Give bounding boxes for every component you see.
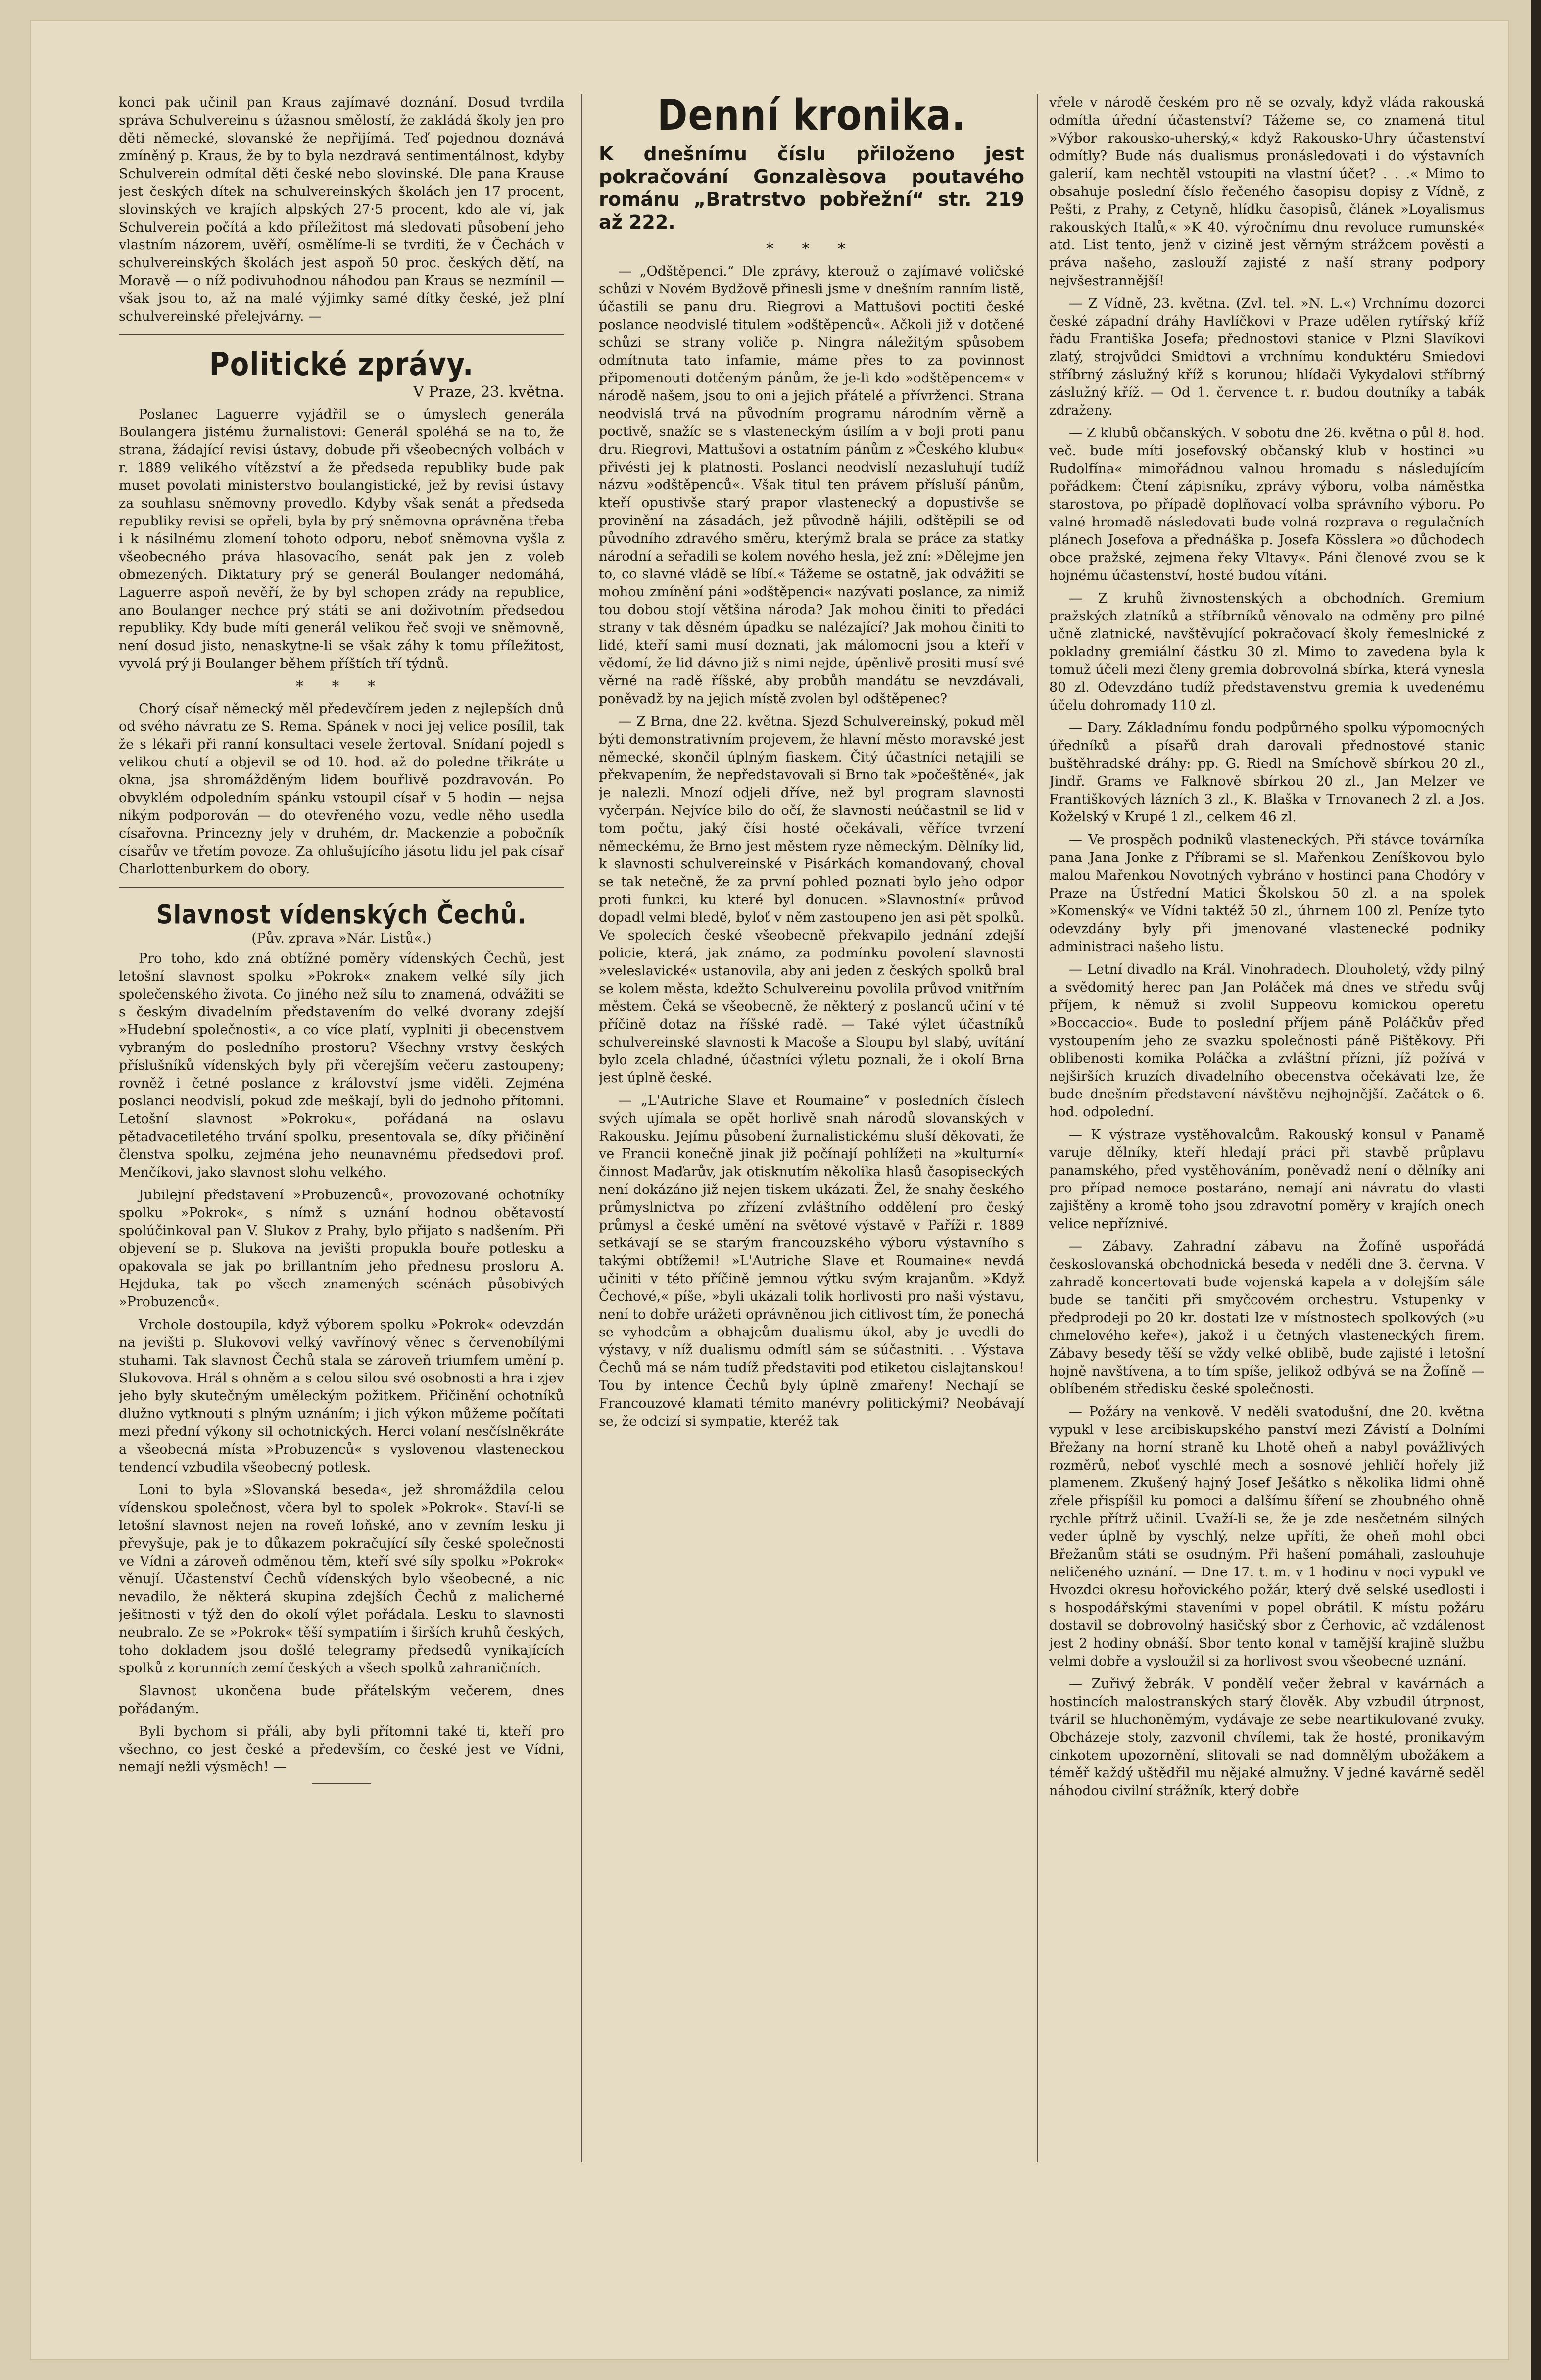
article-paragraph: — Letní divadlo na Král. Vinohradech. Dlouholetý, vždy pilný a svědomitý herec pan Jan Poláček má dnes ve středu svůj příjem, k němuž si zvolil Suppeovu komickou operetu »Boccaccio«. Bude to poslední příjem páně Poláčkův před vystoupením jeho ze svazku společnosti páně Pištěkovy. Při oblibenosti komika Poláčka a zvláštní přízni, jíž požívá v nejširších kruzích divadelního obecenstva očekávati lze, že bude dnešním představení návštěvu nejhojnější. Začátek o 6. hod. odpolední. xyxy=(1049,962,1485,1120)
article-continuation: konci pak učinil pan Kraus zajímavé doznání. Dosud tvrdila správa Schulvereinu s úžasnou smělostí, že zakládá školy jen pro děti německé, slovanské že nepřijímá. Teď pojednou doznává zmíněný p. Kraus, že by to byla nezdravá sentimentálnost, kdyby Schulverein odmítal děti české nebo slovinské. Dle pana Krause jest českých dítek na schulvereinských školách jen 17 procent, slovinských ve krajích alpských 27·5 procent, kdo ale ví, jak Schulverein počítá a kdo příležitost má sledovati působení jeho vlastním názorem, uvěří, osmělíme-li se tvrditi, že v Čechách v schulvereinských školách jest aspoň 50 proc. českých dětí, na Moravě — o níž podivuhodnou náhodou pan Kraus se nezmínil — však jsou to, až na malé výjimky samé dítky české, jež plní schulvereinské přelejvárny. — xyxy=(119,95,564,324)
article-paragraph: Pro toho, kdo zná obtížné poměry vídenských Čechů, jest letošní slavnost spolku »Pokrok« znakem velké síly jich společenského života. Co jiného než sílu to znamená, odvážiti se s českým divadelním představením do velké dvorany zdejší »Hudební společnosti«, a co více platí, vyplniti ji obecenstvem vybraným do posledního prostoru? Všechny vrstvy českých příslušníků vídenských byly při včerejším večeru zastoupeny; rovněž i četné poslance z království jsme viděli. Zejména poslanci neodvislí, pokud zde meškají, byli do jednoho přítomni. Letošní slavnost »Pokroku«, pořádaná na oslavu pětadvacetiletého trvání spolku, presentovala se, díky přičinění členstva spolku, zejména jeho neunavnému předsedovi prof. Menčíkovi, jako slavnost slohu velkého. xyxy=(119,951,564,1180)
column-middle xyxy=(599,94,1024,1435)
article-paragraph: — Požáry na venkově. V neděli svatodušní, dne 20. května vypukl v lese arcibiskupského panství mezi Závistí a Dolními Břežany na horní straně ku Lhotě oheň a nabyl povážlivých rozměrů, neboť vyschlé mech a sosnové jehličí hořely již plamenem. Zkušený hajný Josef Ješátko s několika lidmi ohně zřele přispíšil ku pomoci a dalšímu šíření se zhoubného ohně rychle přítrž učinil. Uvaží-li se, že je zde nesčetném silných veder úplně by vyschlý, nelze upříti, že oheň mohl obci Břežanům státi se osudným. Při hašení pomáhali, zaslouhuje neličeného uznání. — Dne 17. t. m. v 1 hodinu v noci vypukl ve Hvozdci okresu hořovického požár, který dvě selské usedlosti i s hospodářskými staveními v popel obrátil. K místu požáru dostavil se dobrovolný hasičský sbor z Čerhovic, ač vzdálenost jest 2 hodiny obnáší. Sbor tento konal v tamější krajině službu velmi dobře a vysloužil si za horlivost svou všeobecné uznání. xyxy=(1049,1404,1485,1669)
column-rule xyxy=(581,94,582,2162)
section-divider xyxy=(119,334,564,335)
article-paragraph: Loni to byla »Slovanská beseda«, jež shromáždila celou vídenskou společnost, včera byl to spolek »Pokrok«. Staví-li se letošní slavnost nejen na roveň loňské, ano v zevním lesku ji převyšuje, pak je to důkazem pokračující síly české společnosti ve Vídni a zároveň odměnou těm, kteří své síly spolku »Pokrok« věnují. Účastenství Čechů vídenských bylo všeobecné, a nic nevadilo, že některá skupina zdejších Čechů z malicherné ješitnosti v týž den do okolí výlet pořádala. Lesku to slavnosti neubralo. Ze se »Pokrok« těší sympatiím i širších kruhů českých, toho dokladem jsou došlé telegramy předsedů vynikajících spolků z korunních zemí českých a všech spolků zahraničních. xyxy=(119,1482,564,1676)
column-rule xyxy=(1037,94,1038,2162)
column-right xyxy=(1049,94,1485,1805)
article-paragraph: Chorý císař německý měl předevčírem jeden z nejlepších dnů od svého návratu ze S. Rema. Spánek v noci jej velice posílil, tak že s lékaři při ranní konsultaci vesele žertoval. Snídaní pojedl s velikou chutí a objevil se od 10. hod. až do poledne třikráte u okna, jsa shromážděným lidem bouřlivě pozdravován. Po obvyklém odpoledním spánku vstoupil císař v 5 hodin — nejsa nikým podporován — do otevřeného vozu, vedle něho usedla císařovna. Princezny jely v druhém, dr. Mackenzie a pobočník císařův ve třetím povoze. Za ohlušujícího jásotu lidu jel pak císař Charlottenburkem do obory. xyxy=(119,701,564,877)
separator-stars: * * * xyxy=(295,678,387,695)
article-paragraph: — Z kruhů živnostenských a obchodních. Gremium pražských zlatníků a stříbrníků věnovalo na odměny pro pilné učně zlatnické, navštěvující pokračovací školy řemeslnické z pokladny gremiální částku 30 zl. Mimo to zavedena byla k tomuž účeli mezi členy gremia dobrovolná sbírka, která vynesla 80 zl. Odevzdáno tudíž představenstvu gremia k uvedenému účelu dohromady 110 zl. xyxy=(1049,591,1485,713)
section-heading-denni-kronika: Denní kronika. xyxy=(657,94,966,140)
page-edge-shadow xyxy=(1531,0,1541,2380)
separator-stars: * * * xyxy=(766,240,858,258)
article-paragraph: — Z klubů občanských. V sobotu dne 26. května o půl 8. hod. več. bude míti josefovský občanský klub v hostinci »u Rudolfína« mimořádnou valnou hromadu s následujícím pořádkem: Čtení zápisníku, zprávy výboru, volba náměstka starostova, po případě doplňovací volba správního výboru. Po valné hromadě následovati bude volná rozprava o regulačních plánech Josefova a přednáška p. Josefa Kösslera »o důchodech obce pražské, zejmena řeky Vltavy«. Páni členové zvou se k hojnému účastenství, hosté budou vítáni. xyxy=(1049,426,1485,583)
article-paragraph: Slavnost ukončena bude přátelským večerem, dnes pořádaným. xyxy=(119,1683,564,1716)
column-left xyxy=(119,94,564,1791)
article-paragraph: — Zuřivý žebrák. V pondělí večer žebral v kavárnách a hostincích malostranských starý člověk. Aby vzbudil útrpnost, tváril se hluchoněmým, vydávaje ze sebe neartikulované zvuky. Obcházeje stoly, zazvonil chvílemi, tak že hosté, pronikavým cinkotem upozornění, slitovali se nad domnělým ubožákem a téměř každý uštědřil mu nějaké almužny. V jedné kavárně seděl náhodou civilní strážník, který dobře xyxy=(1049,1676,1485,1799)
section-heading-politicke: Politické zprávy. xyxy=(209,346,474,383)
article-paragraph: — „L'Autriche Slave et Roumaine“ v posledních číslech svých ujímala se opět horlivě snah národů slovanských v Rakousku. Jejímu působení žurnalistickému sluší děkovati, že ve Francii konečně jinak již počínají pohlížeti na »kulturní« činnost Maďarův, jak otisknutím několika hlasů časopiseckých není dokázáno již nejen tiskem ukázati. Žel, že snahy českého průmyslnictva po zřízení zvláštního oddělení pro český průmysl a české umění na světové výstavě v Paříži r. 1889 setkávají se se starým francouzského výboru výstavního s takými obtížemi! »L'Autriche Slave et Roumaine« nevdá učiniti v této příčině jemnou výtku svým krajanům. »Když Čechové,« píše, »byli ukázali tolik horlivosti pro naši výstavu, není to dobře urážeti oprávněnou jich citlivost tím, že ponechá se vyhodcům a obhajcům dualismu úkol, aby je uvedli do výstavy, v níž dualismu odmítl sám se súčastniti. . . Výstava Čechů má se nám tudíž představiti pod etiketou cislajtanskou! Tou by intence Čechů byly úplně zmařeny! Nechají se Francouzové klamati témito manévry politickými? Neobávají se, že odcizí si sympatie, kteréž tak xyxy=(599,1093,1024,1429)
article-paragraph: — Zábavy. Zahradní zábavu na Žofíně uspořádá českoslovanská obchodnická beseda v neděli dne 3. června. V zahradě koncertovati bude vojenská kapela a v dolejším sále bude se tančiti při smyčcovém orchestru. Vstupenky v předprodeji po 20 kr. dostati lze v místnostech spolkových (»u chmelového keře«), jakož i u četných vlasteneckých firem. Zábavy besedy těší se vždy velké oblibě, bude zajisté i letošní hojně navštívena, a to tím spíše, jelikož odbývá se na Žofíně — oblíbeném středisku české společnosti. xyxy=(1049,1239,1485,1397)
article-paragraph: — „Odštěpenci.“ Dle zprávy, kterouž o zajímavé voličské schůzi v Novém Bydžově přinesli jsme v dnešním ranním listě, účastili se panu dru. Riegrovi a Mattušovi poctiti české poslance neodvislé titulem »odštěpenců«. Ačkoli již v dotčené schůzi se strany voliče p. Ningra náležitým spůsobem odmítnuta tato infamie, máme přes to za povinnost připomenouti dotčeným pánům, že je-li kdo »odštěpencem« v národě našem, jsou to oni a jejich přátelé a přívrženci. Strana neodvislá trvá na původním programu národním věrně a poctivě, snažíc se s vlasteneckým úsilím a v boji proti panu dru. Riegrovi, Mattušovi a ostatním pánům z »Českého klubu« přivésti jej k platnosti. Poslanci neodvislí nezasluhují tudíž názvu »odštěpenců«. Však titul ten právem přísluší pánům, kteří opustivše starý prapor vlastenecký a dopustivše se provinění na zásadách, jež původně hájili, odštěpili se od původního zdravého směru, kterýmž brala se práce za statky národní a seřadili se kolem nového hesla, jež zní: »Dělejme jen to, co slavné vládě se líbí.« Tážeme se ostatně, jak odvážiti se mohou zmínění páni »odštěpenci« nazývati poslance, za nimiž tou dobou stojí většina národa? Jak mohou činiti to předáci strany v tak děsném úpadku se nalézající? Jak mohou činiti to lidé, kteří sami musí doznati, jak málomocni jsou a kteří v vědomí, že lid dávno již s nimi nejde, úpěnlivě prositi musí své věrné na radě říšské, aby probůh mandátu se nevzdávali, poněvadž by na jejich místě zvolen byl odštěpenec? xyxy=(599,264,1024,707)
article-paragraph: — Z Brna, dne 22. května. Sjezd Schulvereinský, pokud měl býti demonstrativním projevem, že hlavní město moravské jest německé, skončil úplným fiaskem. Čitý účastníci netajili se překvapením, že nepředstavovali si Brno tak »počeštěné«, jak je nalezli. Mnozí odjeli dříve, než byl program slavnosti vyčerpán. Nejvíce bilo do očí, že slavnosti neúčastnil se lid v tom počtu, jaký čísi hosté očekávali, věříce tvrzení německému, že Brno jest městem ryze německým. Dělníky lid, k slavnosti schulvereinské v Pisárkách komandovaný, choval se tak netečně, že za první pohled poznati bylo jeho odpor proti funkci, ku které byl donucen. »Slavnostní« průvod dopadl velmi bledě, byloť v něm zastoupeno jen asi pět spolků. Ve spolecích české všeobecně překvapilo jednání zdejší policie, která, jak známo, za podmínku povolení slavnosti »veleslavické« ustanovila, aby ani jeden z českých spolků bral se kolem města, kdežto Schulvereinu povolila průvod vnitřním městem. Čeká se všeobecně, že některý z poslanců učiní v té příčině dotaz na říšské radě. — Také výlet účastníků schulvereinské slavnosti k Macoše a Sloupu byl slabý, uvítání bylo zcela chladné, účastníci výletu poznali, že i okolí Brna jest úplně české. xyxy=(599,714,1024,1086)
section-divider xyxy=(119,887,564,888)
article-paragraph: Jubilejní představení »Probuzenců«, provozované ochotníky spolku »Pokrok«, s nímž s uznání hodnou obětavostí spolúčinkoval pan V. Slukov z Prahy, bylo přijato s nadšením. Při objevení se p. Slukova na jevišti propukla bouře potlesku a opakovala se jak po brillantním jeho přednesu prosloru A. Hejduka, tak po všech znamených scénách působivých »Probuzenců«. xyxy=(119,1188,564,1310)
dateline: V Praze, 23. května. xyxy=(413,383,564,401)
article-continuation: vřele v národě českém pro ně se ozvaly, když vláda rakouská odmítla úřední účastenství? Tážeme se, co znamená titul »Výbor rakousko-uherský,« když Rakousko-Uhry účastenství odmítly? Bude nás dualismus pronásledovati i do výstavních galerií, kam nechtěl vstoupiti na vlastní účet? . . .« Mimo to obsahuje poslední číslo řečeného časopisu dopisy z Vídně, z Pešti, z Prahy, z Cetyně, hlídku časopisů, článek »Loyalismus rakouských Italů,« »K 40. výročnímu dnu revoluce rumunské« atd. List tento, jenž v cizině jest věrným strážcem pověsti a práva našeho, zaslouží zajisté z naší strany podpory nejvšestrannější! xyxy=(1049,95,1485,288)
article-paragraph: — Z Vídně, 23. května. (Zvl. tel. »N. L.«) Vrchnímu dozorci české západní dráhy Havlíčkovi v Praze udělen rytířský kříž řádu Františka Josefa; přednostovi stanice v Plzni Slavíkovi zlatý, strojvůdci Smidtovi a vrchnímu konduktéru Smiedovi stříbrný záslužný kříž s korunou; hlídači Vykydalovi stříbrný záslužný kříž. — Od 1. července t. r. budou doutníky a tabák zdraženy. xyxy=(1049,296,1485,418)
article-paragraph: Poslanec Laguerre vyjádřil se o úmyslech generála Boulangera jistému žurnalistovi: Generál spoléhá se na to, že strana, žádající revisi ústavy, dobude při všeobecných volbách v r. 1889 velikého vítězství a že předseda republiky bude pak muset povolati ministerstvo boulangistické, jež by revisi ústavy za souhlasu sněmovny provedlo. Kdyby však senát a předseda republiky revisi se opřeli, byla by prý sněmovna oprávněna třeba i k násilnému zlomení tohoto odporu, neboť sněmovna vyšla z všeobecného práva hlasovacího, senát pak jen z voleb obmezených. Diktatury prý se generál Boulanger nedomáhá, Laguerre aspoň nevěří, že by byl schopen zrády na republice, ano Boulanger nechce prý státi se ani doživotním předsedou republiky. Kdy bude míti generál velikou řeč svoji ve sněmovně, není dosud jisto, nenaskytne-li se však záhy k tomu příležitost, vyvolá prý ji Boulanger během příštích tří týdnů. xyxy=(119,407,564,671)
article-paragraph: — Ve prospěch podniků vlasteneckých. Při stávce továrníka pana Jana Jonke z Příbrami se sl. Mařenkou Zeníškovou bylo malou Mařenkou Novotných vybráno v hostinci pana Chodóry v Praze na Ústřední Matici Školskou 50 zl. a na spolek »Komenský« ve Vídni taktéž 50 zl., úhrnem 100 zl. Peníze tyto odevzdány byly při jmenované vlastenecké podniky administraci našeho listu. xyxy=(1049,832,1485,954)
article-paragraph: Byli bychom si přáli, aby byli přítomni také ti, kteří pro všechno, co jest české a především, co české jest ve Vídni, nemají nežli výsměch! — xyxy=(119,1724,564,1775)
section-heading-slavnost: Slavnost vídenských Čechů. xyxy=(156,899,527,930)
end-rule xyxy=(312,1783,371,1784)
supplement-note: K dnešnímu číslu přiloženo jest pokračování Gonzalèsova poutavého románu „Bratrstvo pobřežní“ str. 219 až 222. xyxy=(599,143,1024,233)
article-paragraph: — Dary. Základnímu fondu podpůrného spolku výpomocných úředníků a písařů drah darovali přednostové stanic buštěhradské dráhy: pp. G. Riedl na Smíchově sbírkou 20 zl., Jindř. Grams ve Falknově sbírkou 20 zl., Jan Melzer ve Františkových lázních 3 zl., K. Blaška v Trnovanech 2 zl. a Jos. Koželský v Krupé 1 zl., celkem 46 zl. xyxy=(1049,720,1485,825)
article-paragraph: — K výstraze vystěhovalcům. Rakouský konsul v Panamě varuje dělníky, kteří hledají práci při stavbě průplavu panamského, před vystěhováním, poněvadž není o dělníky ani pro případ nemoce postaráno, nemají ani návratu do vlasti zajištěny a kromě toho jsou zdravotní poměry v krajích onech velice nepříznivé. xyxy=(1049,1127,1485,1232)
source-note: (Pův. zprava »Nár. Listů«.) xyxy=(251,931,432,946)
article-paragraph: Vrchole dostoupila, když výborem spolku »Pokrok« odevzdán na jevišti p. Slukovovi velký vavřínový věnec s červenobílými stuhami. Tak slavnost Čechů stala se zároveň triumfem umění p. Slukovova. Hrál s ohněm a s celou silou své osobnosti a hra i zjev jeho byly skutečným uměleckým požitkem. Přičinění ochotníků dlužno vytknouti s plným uznáním; i jich výkon můžeme počítati mezi přední výkony sil ochotnických. Herci volaní nesčíslněkráte a všeobecná místa »Probuzenců« s vyslovenou vlasteneckou tendencí vzbudila všeobecný potlesk. xyxy=(119,1317,564,1475)
